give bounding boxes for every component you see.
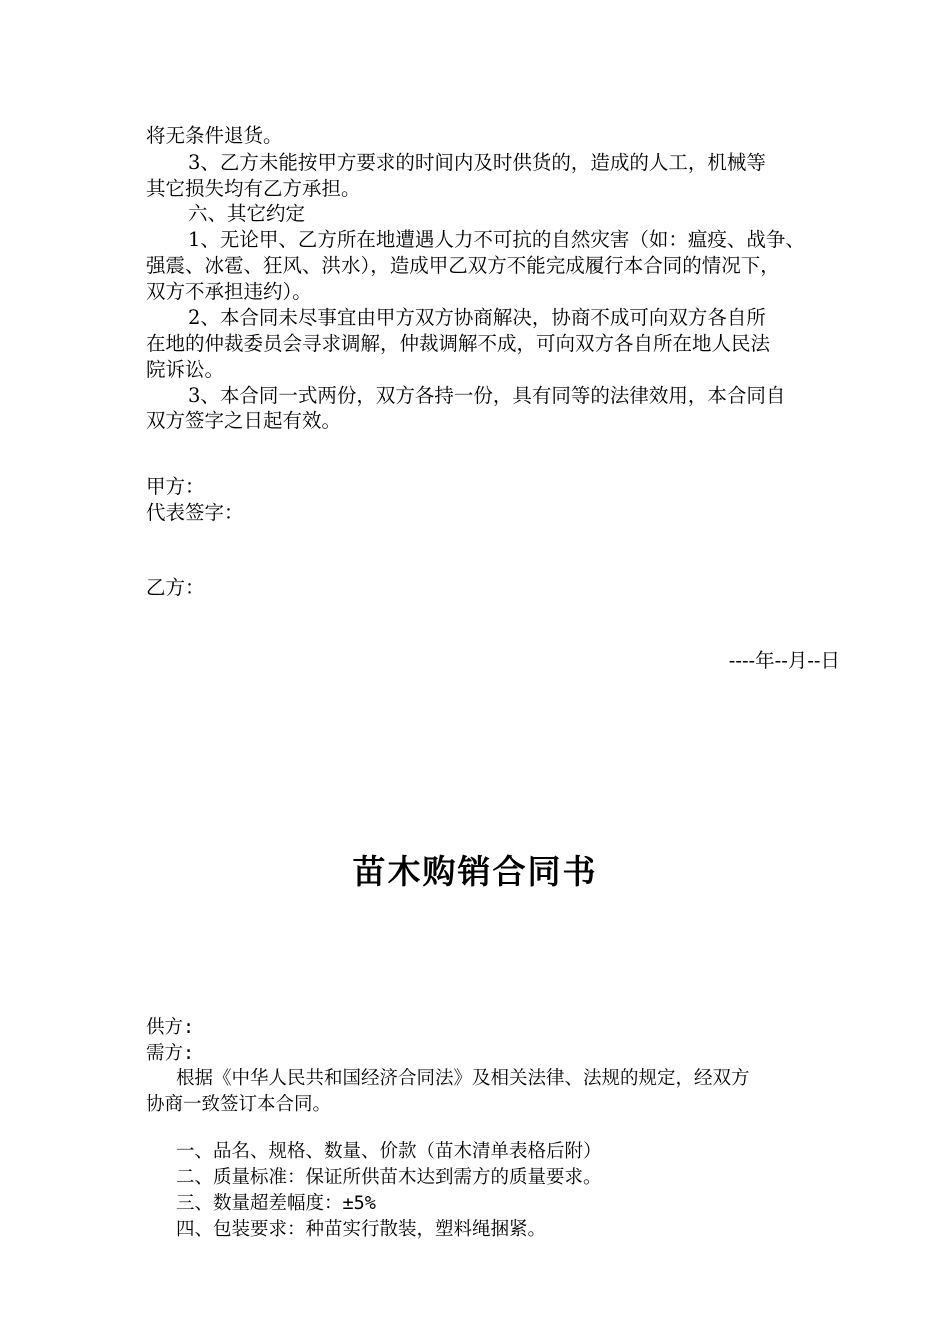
text-line: 3、本合同一式两份，双方各持一份，具有同等的法律效用，本合同自 bbox=[188, 384, 786, 407]
text-line: 2、本合同未尽事宜由甲方双方协商解决，协商不成可向双方各自所 bbox=[188, 306, 766, 329]
signing-date: ----年--月--日 bbox=[728, 649, 840, 672]
text-line: 双方不承担违约）。 bbox=[146, 280, 312, 303]
text-line: 院诉讼。 bbox=[146, 358, 225, 381]
text-line: 协商一致签订本合同。 bbox=[146, 1094, 332, 1115]
party-b-label: 乙方： bbox=[146, 576, 205, 599]
buyer-label: 需方: bbox=[146, 1043, 195, 1064]
representative-signature-label: 代表签字： bbox=[146, 501, 244, 524]
text-line: 其它损失均有乙方承担。 bbox=[146, 177, 361, 200]
document-title: 苗木购销合同书 bbox=[352, 852, 598, 891]
party-a-label: 甲方： bbox=[146, 475, 205, 498]
section-heading: 六、其它约定 bbox=[188, 202, 306, 225]
text-line: 1、无论甲、乙方所在地遭遇人力不可抗的自然灾害（如：瘟疫、战争、 bbox=[188, 228, 805, 251]
clause-item: 四、包装要求：种苗实行散装，塑料绳捆紧。 bbox=[176, 1219, 547, 1240]
text-line: 根据《中华人民共和国经济合同法》及相关法律、法规的规定，经双方 bbox=[176, 1068, 750, 1089]
clause-item: 三、数量超差幅度：±5% bbox=[176, 1193, 376, 1214]
clause-item: 二、质量标准：保证所供苗木达到需方的质量要求。 bbox=[176, 1167, 602, 1188]
text-line: 强震、冰雹、狂风、洪水），造成甲乙双方不能完成履行本合同的情况下， bbox=[146, 254, 780, 277]
clause-item: 一、品名、规格、数量、价款（苗木清单表格后附） bbox=[176, 1141, 602, 1162]
text-line: 双方签字之日起有效。 bbox=[146, 409, 342, 432]
text-line: 将无条件退货。 bbox=[146, 124, 283, 147]
text-line: 3、乙方未能按甲方要求的时间内及时供货的，造成的人工，机械等 bbox=[188, 151, 766, 174]
text-line: 在地的仲裁委员会寻求调解，仲裁调解不成，可向双方各自所在地人民法 bbox=[146, 332, 771, 355]
supplier-label: 供方: bbox=[146, 1017, 195, 1038]
